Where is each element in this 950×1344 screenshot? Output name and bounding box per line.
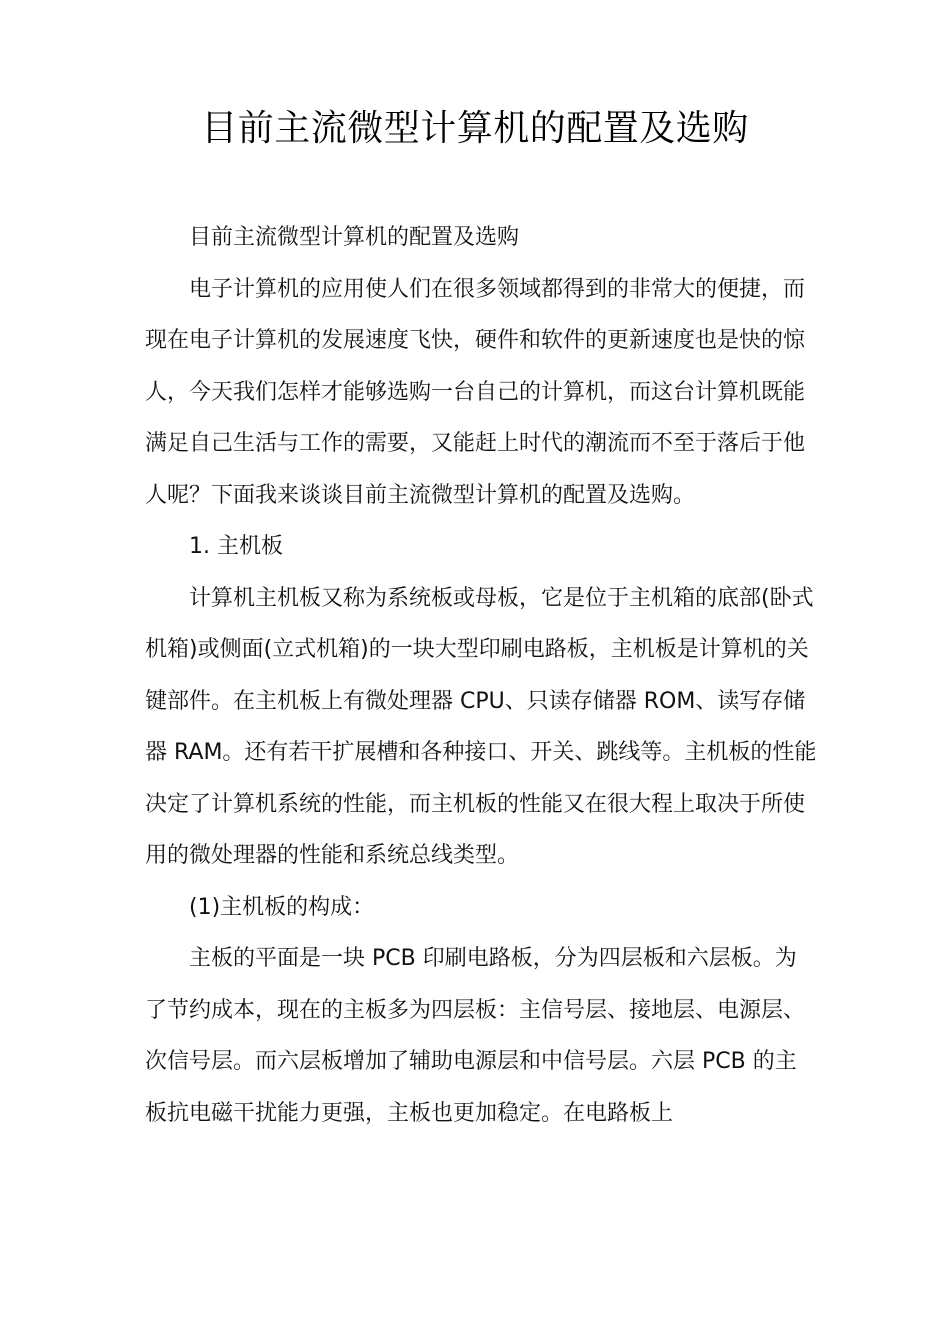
- intro-paragraph: 电子计算机的应用使人们在很多领域都得到的非常大的便捷，而现在电子计算机的发展速度飞快，硬件和软件的更新速度也是快的惊人，今天我们怎样才能够选购一台自己的计算机，而这台计算机既能满足自己生活与工作的需要，又能赶上时代的潮流而不至于落后于他人呢？下面我来谈谈目前主流微型计算机的配置及选购。: [145, 276, 806, 508]
- motherboard-paragraph: 计算机主机板又称为系统板或母板，它是位于主机箱的底部(卧式机箱)或侧面(立式机箱)的一块大型印刷电路板，主机板是计算机的关键部件。在主机板上有微处理器 CPU、只读存储器 ROM、读写存储器 RAM。还有若干扩展槽和各种接口、开关、跳线等。主机板的性能决定了计算机系统的性能，而主机板的性能又在很大程上取决于所使用的微处理器的性能和系统总线类型。: [145, 585, 817, 868]
- subsection-heading-composition: (1)主机板的构成：: [189, 894, 375, 920]
- document-body: [145, 212, 817, 1139]
- composition-paragraph: 主板的平面是一块 PCB 印刷电路板，分为四层板和六层板。为了节约成本，现在的主板多为四层板：主信号层、接地层、电源层、次信号层。而六层板增加了辅助电源层和中信号层。六层 PCB 的主板抗电磁干扰能力更强，主板也更加稳定。在电路板上: [145, 946, 806, 1126]
- document-subtitle: 目前主流微型计算机的配置及选购: [189, 225, 520, 250]
- section-heading-motherboard: 1. 主机板: [189, 534, 283, 559]
- document-title: 目前主流微型计算机的配置及选购: [201, 108, 749, 149]
